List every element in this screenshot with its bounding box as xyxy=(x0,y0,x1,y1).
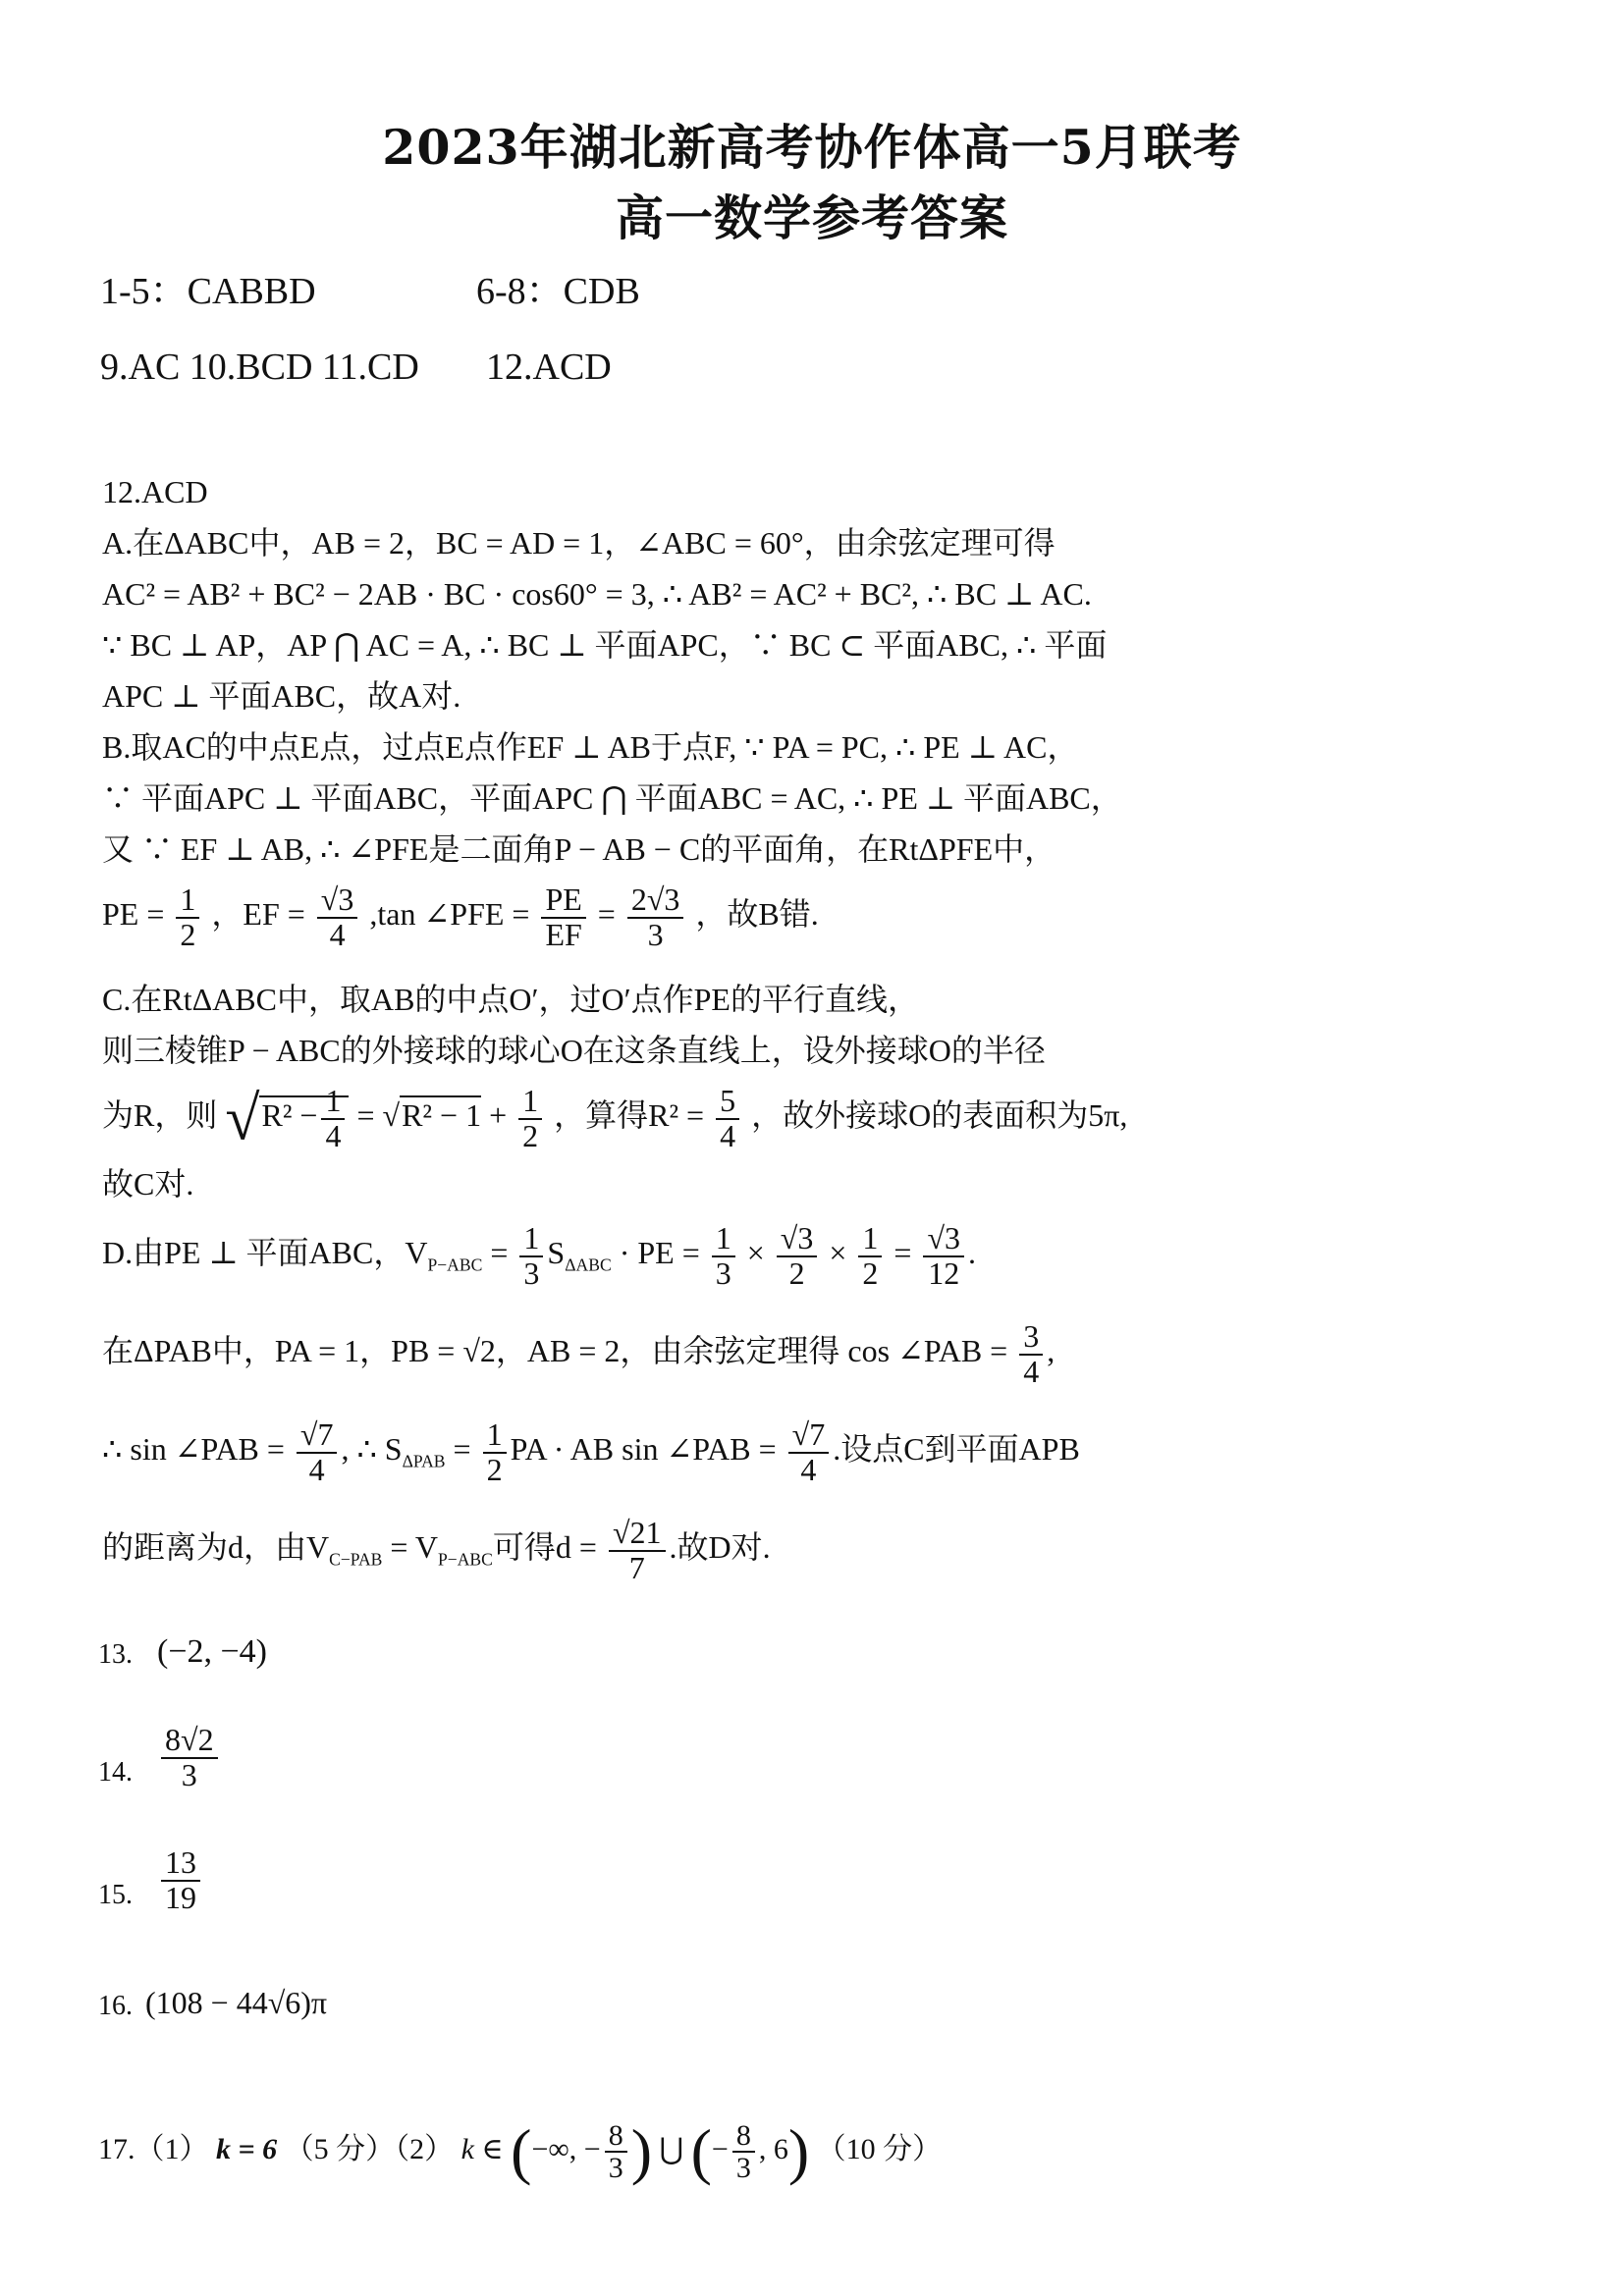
q13-label: 13. xyxy=(98,1639,133,1670)
fraction-numerator: √7 xyxy=(297,1418,338,1454)
fraction xyxy=(321,1085,345,1152)
fraction-denominator: EF xyxy=(545,916,582,952)
fraction-denominator: 3 xyxy=(608,2152,623,2184)
fraction-numerator: PE xyxy=(541,883,585,919)
math-text: ，算得R² = xyxy=(554,1096,705,1133)
fraction-numerator: 1 xyxy=(519,1222,543,1257)
radical-body: R² − 1 xyxy=(402,1096,482,1133)
solution-line: AC² = AB² + BC² − 2AB · BC · cos60° = 3, ∴ AB² = AC² + BC², ∴ BC ⊥ AC. xyxy=(102,576,1092,612)
solution-line: B.取AC的中点E点，过点E点作EF ⊥ AB于点F, ∵ PA = PC, ∴ PE ⊥ AC， xyxy=(102,729,1079,765)
answers-6-8: 6-8：CDB xyxy=(476,271,640,312)
solution-line: C.在RtΔABC中，取AB的中点O′，过O′点作PE的平行直线， xyxy=(102,982,919,1017)
math-text: 在ΔPAB中，PA = 1，PB = √2，AB = 2，由余弦定理得 cos ∠PAB = xyxy=(102,1332,1008,1368)
fraction xyxy=(716,1085,739,1152)
fraction-denominator: 19 xyxy=(165,1879,196,1915)
math-text: R² − xyxy=(261,1096,318,1133)
radical-sign: √ xyxy=(382,1096,401,1133)
q14-label: 14. xyxy=(98,1757,133,1788)
paren: ( xyxy=(690,2116,712,2186)
math-text: ，故B错. xyxy=(695,895,819,932)
fraction-denominator: 4 xyxy=(308,1451,325,1487)
q17-set: k ∈ xyxy=(460,2132,504,2165)
fraction xyxy=(317,883,358,951)
solution-line: A.在ΔABC中，AB = 2，BC = AD = 1，∠ABC = 60°，由余弦定理可得 xyxy=(102,525,1056,561)
paren: ) xyxy=(630,2116,652,2186)
fraction-denominator: 3 xyxy=(715,1255,731,1291)
math-text: 的距离为d，由V xyxy=(102,1528,330,1565)
fraction-numerator: 1 xyxy=(176,883,199,919)
subscript: ΔPAB xyxy=(402,1451,446,1471)
fraction-numerator: 8 xyxy=(605,2120,627,2154)
fraction-denominator: 4 xyxy=(1023,1353,1040,1389)
fraction-denominator: 2 xyxy=(862,1255,879,1291)
answers-9-11: 9.AC 10.BCD 11.CD xyxy=(100,347,419,388)
subscript: P−ABC xyxy=(437,1549,493,1570)
q17-label: 17.（1） xyxy=(98,2132,209,2165)
fraction-numerator: 1 xyxy=(518,1085,542,1120)
radical-body xyxy=(259,1083,349,1153)
q17-part1: k = 6 xyxy=(216,2132,278,2165)
math-text: , ∴ S xyxy=(341,1430,403,1467)
fraction xyxy=(732,2120,755,2184)
paren: ) xyxy=(787,2116,810,2186)
fraction-numerator: 8 xyxy=(732,2120,755,2154)
math-text: ∴ sin ∠PAB = xyxy=(102,1430,285,1467)
solution-line: 故C对. xyxy=(102,1166,194,1201)
fraction-denominator: 7 xyxy=(628,1549,645,1585)
q16-answer: (108 − 44√6)π xyxy=(145,1985,328,2020)
math-text: D.由PE ⊥ 平面ABC，V xyxy=(102,1234,428,1270)
fraction-denominator: 3 xyxy=(523,1255,540,1291)
fraction-numerator: √3 xyxy=(317,883,358,919)
fraction xyxy=(176,883,199,951)
fraction-denominator: 4 xyxy=(329,916,346,952)
answers-1-5: 1-5：CABBD xyxy=(100,271,316,312)
math-text: , xyxy=(1047,1332,1056,1368)
radical-sign: √ xyxy=(225,1083,260,1153)
math-text: · PE = xyxy=(619,1234,700,1270)
solution-line-d-volume xyxy=(102,1222,976,1290)
subscript: ΔABC xyxy=(565,1255,612,1275)
solution-line: 则三棱锥P − ABC的外接球的球心O在这条直线上，设外接球O的半径 xyxy=(102,1033,1046,1068)
math-text: , 6 xyxy=(758,2132,788,2165)
q15-answer xyxy=(157,1846,204,1914)
solution-line: ∵ BC ⊥ AP，AP ⋂ AC = A, ∴ BC ⊥ 平面APC，∵ BC ⊂ 平面ABC, ∴ 平面 xyxy=(102,627,1108,663)
fraction-denominator: 2 xyxy=(486,1451,503,1487)
math-text: ,tan ∠PFE = xyxy=(369,895,530,932)
fraction xyxy=(858,1222,882,1290)
solution-12-head: 12.ACD xyxy=(102,474,208,509)
math-text: −∞, − xyxy=(531,2132,601,2165)
fraction xyxy=(627,883,684,951)
math-text: 可得d = xyxy=(492,1528,597,1565)
fraction-denominator: 2 xyxy=(788,1255,805,1291)
solution-line-d-sine xyxy=(102,1418,1080,1486)
fraction-numerator: 1 xyxy=(858,1222,882,1257)
fraction xyxy=(297,1418,338,1486)
fraction-denominator: 3 xyxy=(735,2152,751,2184)
solution-line: ∵ 平面APC ⊥ 平面ABC，平面APC ⋂ 平面ABC = AC, ∴ PE ⊥ 平面ABC， xyxy=(102,780,1122,816)
math-text: = xyxy=(893,1234,912,1270)
fraction xyxy=(161,1846,200,1914)
math-text: − xyxy=(711,2132,729,2165)
fraction xyxy=(518,1085,542,1152)
math-text: 为R，则 xyxy=(102,1096,218,1133)
math-text: = V xyxy=(390,1528,438,1565)
union-symbol: ⋃ xyxy=(659,2132,684,2165)
fraction-numerator: 13 xyxy=(161,1846,200,1882)
fraction-numerator: 1 xyxy=(712,1222,735,1257)
fraction-numerator: 1 xyxy=(321,1085,345,1120)
fraction xyxy=(923,1222,964,1290)
math-text: × xyxy=(829,1234,847,1270)
solution-line-c-equation xyxy=(102,1085,1127,1152)
fraction-denominator: 4 xyxy=(800,1451,817,1487)
fraction-numerator: 1 xyxy=(483,1418,507,1454)
math-text: . xyxy=(968,1234,977,1270)
solution-line-d-cosine xyxy=(102,1320,1055,1388)
math-text: ，故外接球O的表面积为5π, xyxy=(751,1096,1128,1133)
fraction-denominator: 2 xyxy=(180,916,196,952)
fraction-denominator: 2 xyxy=(522,1117,539,1153)
math-text: + xyxy=(489,1096,508,1133)
q16-label: 16. xyxy=(98,1991,133,2021)
paren: ( xyxy=(511,2116,532,2186)
page-title: 2023年湖北新高考协作体高一5月联考 xyxy=(382,119,1242,176)
q13-answer: (−2, −4) xyxy=(157,1633,267,1670)
page-subtitle: 高一数学参考答案 xyxy=(615,189,1008,246)
fraction xyxy=(519,1222,543,1290)
fraction-numerator: √3 xyxy=(923,1222,964,1257)
fraction xyxy=(788,1418,830,1486)
fraction-numerator: √3 xyxy=(777,1222,818,1257)
fraction xyxy=(161,1724,218,1791)
fraction-denominator: 3 xyxy=(181,1756,197,1792)
fraction-numerator: 2√3 xyxy=(627,883,684,919)
fraction-numerator: √21 xyxy=(609,1517,666,1552)
math-text: PA · AB sin ∠PAB = xyxy=(510,1430,777,1467)
solution-line: 又 ∵ EF ⊥ AB, ∴ ∠PFE是二面角P − AB − C的平面角，在RtΔPFE中， xyxy=(102,831,1056,867)
math-text: × xyxy=(746,1234,765,1270)
fraction-denominator: 4 xyxy=(720,1117,736,1153)
math-text: .故D对. xyxy=(669,1528,771,1565)
q15-label: 15. xyxy=(98,1880,133,1910)
subscript: P−ABC xyxy=(427,1255,483,1275)
fraction xyxy=(609,1517,666,1584)
solution-line: APC ⊥ 平面ABC，故A对. xyxy=(102,678,461,714)
math-text: S xyxy=(547,1234,566,1270)
fraction-denominator: 3 xyxy=(647,916,664,952)
solution-line-b-fractions xyxy=(102,883,819,951)
fraction xyxy=(605,2120,627,2184)
fraction xyxy=(541,883,585,951)
q14-answer xyxy=(157,1724,222,1791)
fraction-denominator: 12 xyxy=(928,1255,960,1291)
q17-score1: （5 分）（2） xyxy=(284,2132,455,2165)
math-text: = xyxy=(453,1430,471,1467)
fraction-denominator: 4 xyxy=(325,1117,342,1153)
math-text: = xyxy=(490,1234,509,1270)
q17-score2: （10 分） xyxy=(816,2132,943,2165)
fraction-numerator: 8√2 xyxy=(161,1724,218,1759)
answers-12: 12.ACD xyxy=(486,347,612,388)
fraction xyxy=(712,1222,735,1290)
subscript: C−PAB xyxy=(329,1549,383,1570)
fraction xyxy=(777,1222,818,1290)
math-text: PE = xyxy=(102,895,165,932)
fraction xyxy=(1019,1320,1043,1388)
fraction-numerator: 5 xyxy=(716,1085,739,1120)
math-text: .设点C到平面APB xyxy=(833,1430,1080,1467)
solution-line-d-distance xyxy=(102,1517,771,1584)
fraction-numerator: √7 xyxy=(788,1418,830,1454)
q17-answer-line xyxy=(98,2115,942,2188)
fraction-numerator: 3 xyxy=(1019,1320,1043,1356)
math-text: = xyxy=(356,1096,375,1133)
fraction xyxy=(483,1418,507,1486)
math-text: = xyxy=(597,895,616,932)
math-text: ，EF = xyxy=(211,895,305,932)
